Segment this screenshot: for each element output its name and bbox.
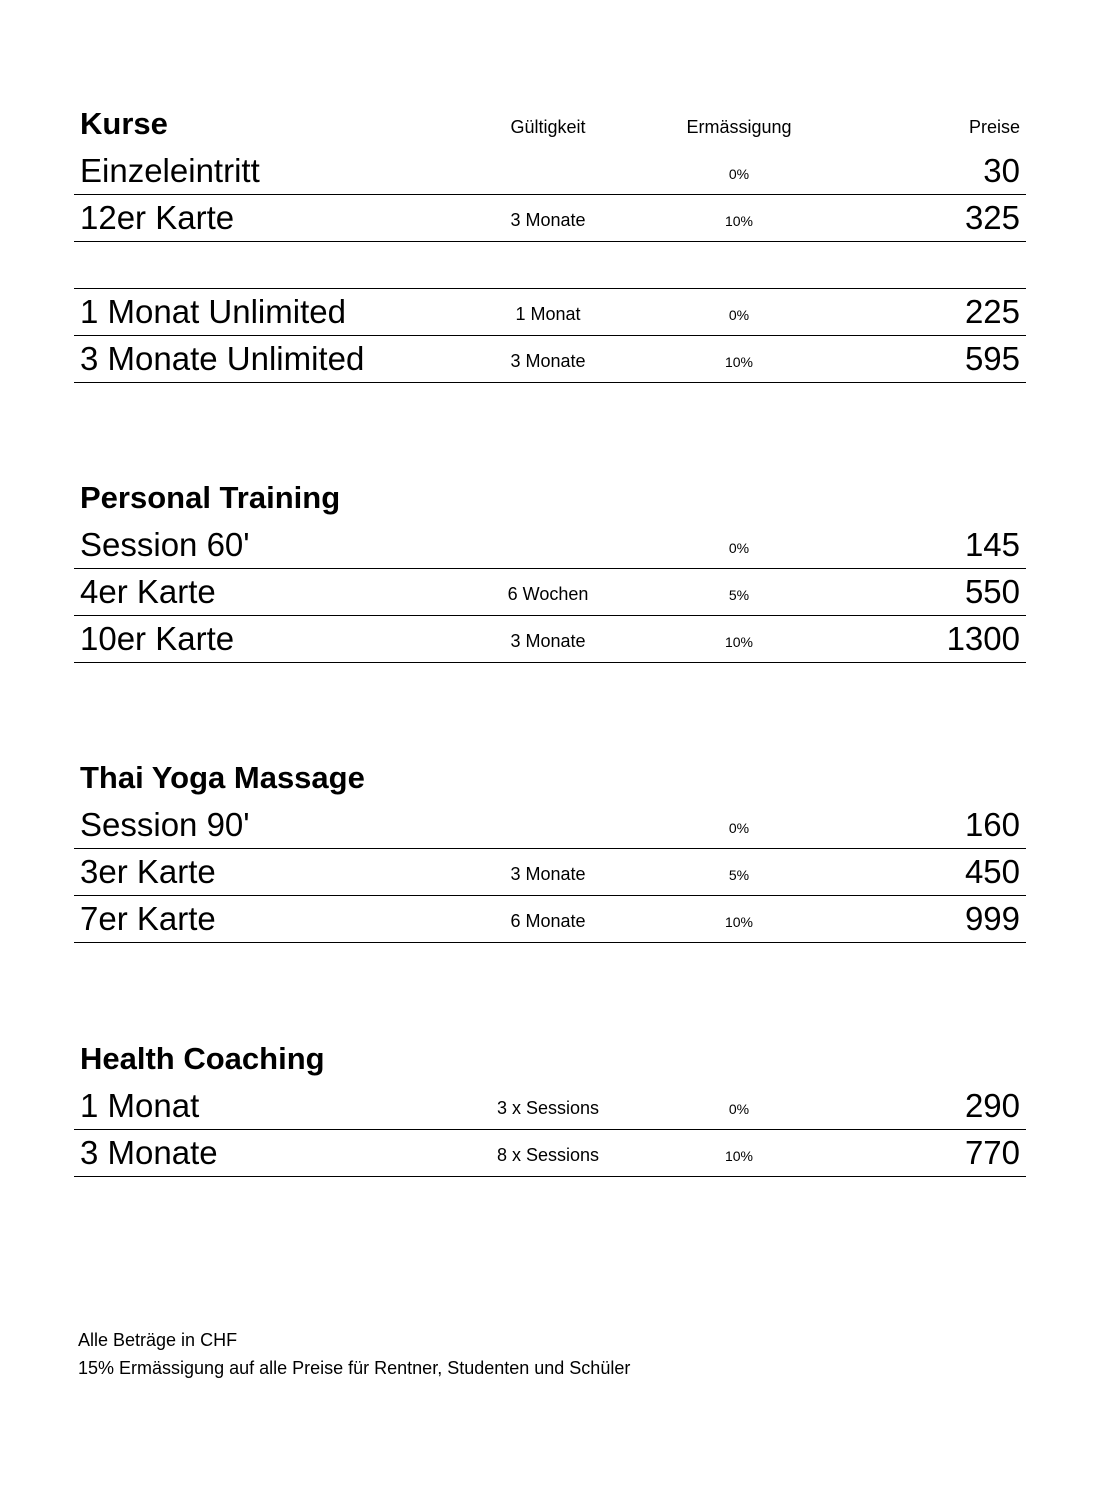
row-name: 1 Monat: [80, 1087, 200, 1124]
price-row: [74, 569, 1026, 616]
row-validity: 3 Monate: [510, 864, 586, 884]
row-validity: 6 Monate: [510, 911, 586, 931]
row-discount: 0%: [728, 540, 750, 556]
row-name: 4er Karte: [80, 573, 216, 610]
section-header: [74, 756, 1026, 802]
section-header: [74, 476, 1026, 522]
section-header: [74, 1037, 1026, 1083]
currency-note: Alle Beträge in CHF: [78, 1330, 238, 1350]
row-price: 595: [964, 340, 1020, 377]
section-title: Personal Training: [80, 480, 341, 515]
row-validity: 6 Wochen: [507, 584, 589, 604]
row-discount: 10%: [724, 914, 754, 930]
row-price: 450: [964, 853, 1020, 890]
row-price: 290: [964, 1087, 1020, 1124]
row-name: 3 Monate: [80, 1134, 218, 1171]
row-validity: 3 x Sessions: [496, 1098, 600, 1118]
row-name: 1 Monat Unlimited: [80, 293, 346, 330]
section-title: Kurse: [80, 106, 168, 141]
row-validity: 8 x Sessions: [496, 1145, 600, 1165]
price-row: [74, 616, 1026, 663]
row-discount: 0%: [728, 1101, 750, 1117]
row-price: 325: [964, 199, 1020, 236]
row-discount: 10%: [724, 634, 754, 650]
row-divider: [74, 242, 1026, 289]
row-discount: 5%: [728, 587, 750, 603]
row-discount: 0%: [728, 166, 750, 182]
row-name: 12er Karte: [80, 199, 235, 236]
price-row: [74, 289, 1026, 336]
row-discount: 0%: [728, 307, 750, 323]
price-row: [74, 1130, 1026, 1177]
footer-notes: [78, 1326, 630, 1382]
row-discount: 10%: [724, 213, 754, 229]
row-validity: 3 Monate: [510, 210, 586, 230]
price-row: [74, 195, 1026, 242]
price-row: [74, 802, 1026, 849]
price-row: [74, 896, 1026, 943]
row-price: 145: [964, 526, 1020, 563]
section-personal-training: [74, 476, 1026, 663]
column-header-discount: Ermässigung: [686, 117, 792, 137]
row-name: Session 90': [80, 806, 250, 843]
row-price: 30: [983, 152, 1020, 189]
row-price: 225: [964, 293, 1020, 330]
price-row: [74, 849, 1026, 896]
price-row: [74, 1083, 1026, 1130]
row-validity: 1 Monat: [515, 304, 581, 324]
price-row: [74, 336, 1026, 383]
row-name: 3er Karte: [80, 853, 216, 890]
row-name: Session 60': [80, 526, 250, 563]
row-validity: 3 Monate: [510, 631, 586, 651]
row-price: 999: [964, 900, 1020, 937]
row-name: 7er Karte: [80, 900, 216, 937]
price-row: [74, 522, 1026, 569]
section-health-coaching: [74, 1037, 1026, 1177]
row-discount: 10%: [724, 354, 754, 370]
row-name: 3 Monate Unlimited: [80, 340, 365, 377]
column-header-price: Preise: [968, 117, 1020, 137]
row-discount: 5%: [728, 867, 750, 883]
row-name: Einzeleintritt: [80, 152, 260, 189]
section-title: Health Coaching: [80, 1041, 325, 1076]
row-validity: 3 Monate: [510, 351, 586, 371]
section-kurse: [74, 102, 1026, 383]
row-name: 10er Karte: [80, 620, 235, 657]
row-price: 550: [964, 573, 1020, 610]
section-title: Thai Yoga Massage: [80, 760, 365, 795]
section-thai-yoga-massage: [74, 756, 1026, 943]
row-discount: 10%: [724, 1148, 754, 1164]
row-price: 160: [964, 806, 1020, 843]
row-price: 1300: [946, 620, 1020, 657]
discount-note: 15% Ermässigung auf alle Preise für Rentner, Studenten und Schüler: [78, 1358, 631, 1378]
section-header: Kurse Gültigkeit Ermässigung Preise: [80, 106, 1020, 141]
row-price: 770: [964, 1134, 1020, 1171]
price-row: [74, 148, 1026, 195]
row-discount: 0%: [728, 820, 750, 836]
